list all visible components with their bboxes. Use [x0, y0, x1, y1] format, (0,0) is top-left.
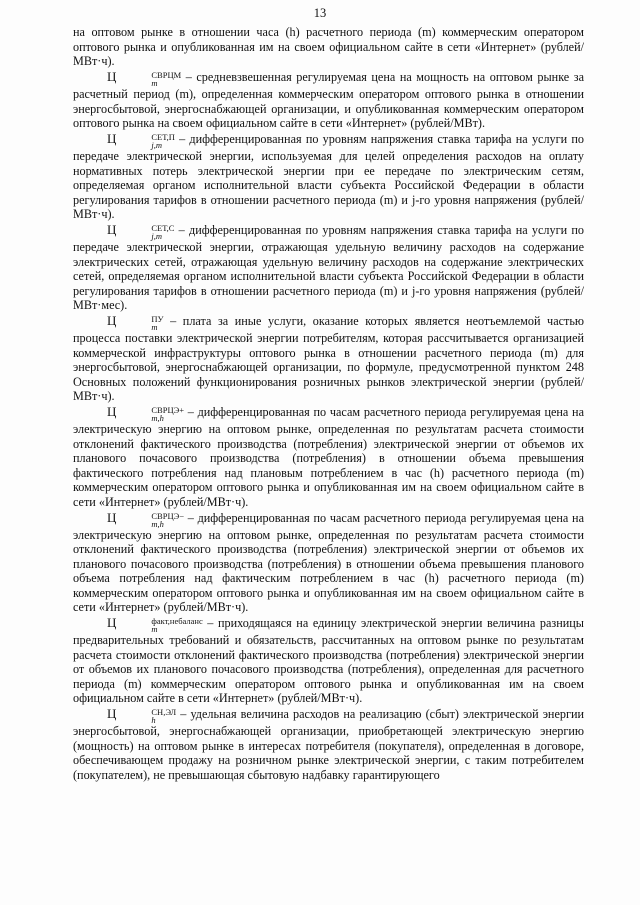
symbol-base: Ц	[107, 509, 117, 525]
symbol-superscript: СВРЦМ	[151, 70, 182, 80]
definition-paragraph	[73, 70, 584, 131]
symbol-subscript: j,m	[151, 231, 163, 241]
symbol-subscript: m	[151, 78, 158, 88]
symbol-superscript: СЕТ,С	[151, 223, 175, 233]
symbol-subscript: m	[151, 624, 158, 634]
symbol-base: Ц	[107, 131, 117, 146]
page-number: 13	[313, 6, 327, 20]
symbol-superscript: факт,небаланс	[151, 616, 203, 626]
symbol-superscript: ПУ	[151, 314, 164, 324]
formula-symbol	[107, 131, 175, 150]
definition-paragraph	[73, 405, 584, 509]
definition-text: – дифференцированная по уровням напряжения ставка тарифа на услуги по передаче электрической энергии, отражающая удельную величину расходов на содержание электрических сетей, отражающая удельную величину расходов на содержание электрических сетей, определяемая органом исполнительной власти субъекта Российской Федерации в области регулирования тарифов в отношении расчетного периода (m) и j-го уровня напряжения (рублей/МВт·мес).	[73, 223, 584, 312]
symbol-base: Ц	[107, 313, 117, 328]
symbol-subscript: j,m	[151, 140, 163, 150]
definition-paragraph	[73, 314, 584, 404]
symbol-base: Ц	[107, 706, 117, 721]
symbol-base: Ц	[107, 69, 117, 84]
formula-symbol	[107, 509, 185, 529]
symbol-superscript: СВРЦЭ−	[151, 510, 185, 521]
definition-text: – дифференцированная по уровням напряжения ставка тарифа на услуги по передаче электрической энергии, используемая для целей определения расходов на оплату нормативных потерь электрической энергии при ее передаче по электрическим сетям, определяемая органом исполнительной власти субъекта Российской Федерации в области регулирования тарифов в отношении расчетного периода (m) и j-го уровня напряжения (рублей/МВт·ч).	[73, 132, 584, 221]
definition-paragraph	[73, 616, 584, 706]
formula-symbol	[107, 69, 182, 88]
paragraph-continuation	[73, 25, 584, 69]
symbol-superscript: СЕТ,П	[151, 132, 175, 142]
formula-symbol	[107, 404, 185, 423]
formula-symbol	[107, 313, 164, 332]
symbol-superscript: СВРЦЭ+	[151, 405, 185, 415]
definition-paragraph	[73, 511, 584, 615]
symbol-base: Ц	[107, 404, 117, 419]
paragraph-text: на оптовом рынке в отношении часа (h) расчетного периода (m) коммерческим оператором оптового рынка и опубликованная им на своем официальном сайте в сети «Интернет» (рублей/МВт·ч).	[73, 25, 584, 68]
document-body	[73, 25, 584, 782]
formula-symbol	[107, 706, 177, 725]
definition-text: – приходящаяся на единицу электрической энергии величина разницы предварительных требований и обязательств, рассчитанных на оптовом рынке по результатам расчета стоимости отклонений фактического производства (потребления) электрической энергии от объемов их планового почасового производства (потребления), определенная для расчетного периода (m) коммерческим оператором оптового рынка и опубликованная им на своем официальном сайте в сети «Интернет» (рублей/МВт·ч).	[73, 616, 584, 705]
symbol-superscript: СН,ЭЛ	[151, 707, 177, 717]
definition-text: – дифференцированная по часам расчетного периода регулируемая цена на электрическую энергию на оптовом рынке, определенная по результатам расчета стоимости отклонений фактического производства (потребления) электрической энергии от объемов их планового почасового производства (потребления) в отношении объема превышения фактического потребления над плановым потреблением в час (h) расчетного периода (m) коммерческим оператором оптового рынка и опубликованная им на своем официальном сайте в сети «Интернет» (рублей/МВт·ч).	[73, 405, 584, 509]
symbol-base: Ц	[107, 222, 117, 237]
definition-paragraph	[73, 707, 584, 782]
symbol-subscript: m,h	[151, 413, 164, 423]
symbol-subscript: m	[151, 322, 158, 332]
symbol-subscript: m,h	[151, 518, 164, 529]
definition-paragraph	[73, 132, 584, 222]
formula-symbol	[107, 222, 175, 241]
definition-text: – дифференцированная по часам расчетного периода регулируемая цена на электрическую энергию на оптовом рынке, определенная по результатам расчета стоимости отклонений фактического производства (потребления) электрической энергии от объемов их планового почасового производства (потребления) в отношении объема превышения планового объема потребления над фактическим потреблением в час (h) расчетного периода (m) коммерческим оператором оптового рынка и опубликованная им на своем официальном сайте в сети «Интернет» (рублей/МВт·ч).	[73, 510, 584, 614]
symbol-subscript: h	[151, 715, 156, 725]
definition-text: – средневзвешенная регулируемая цена на мощность на оптовом рынке за расчетный период (m), определенная коммерческим оператором оптового рынка в отношении энергосбытовой, энергоснабжающей организации, и опубликованная коммерческим оператором оптового рынка на своем официальном сайте в сети «Интернет» (рублей/МВт).	[73, 70, 584, 130]
definition-text: – плата за иные услуги, оказание которых является неотъемлемой частью процесса поставки электрической энергии потребителям, которая рассчитывается организацией коммерческой инфраструктуры оптового рынка в отношении расчетного периода (m) для энергосбытовой, энергоснабжающей организации, по формуле, предусмотренной пунктом 248 Основных положений функционирования розничных рынков электрической энергии (рублей/МВт·ч).	[73, 314, 584, 403]
definition-paragraph	[73, 223, 584, 313]
formula-symbol	[107, 615, 203, 634]
definition-text: – удельная величина расходов на реализацию (сбыт) электрической энергии энергосбытовой, энергоснабжающей организации, приобретающей электрическую энергию (мощность) на оптовом рынке в интересах потребителя (покупателя), определенная в договоре, обеспечивающем продажу на розничном рынке электрической энергии, с таким потребителем (покупателем), не превышающая сбытовую надбавку гарантирующего	[73, 707, 584, 782]
symbol-base: Ц	[107, 615, 117, 630]
